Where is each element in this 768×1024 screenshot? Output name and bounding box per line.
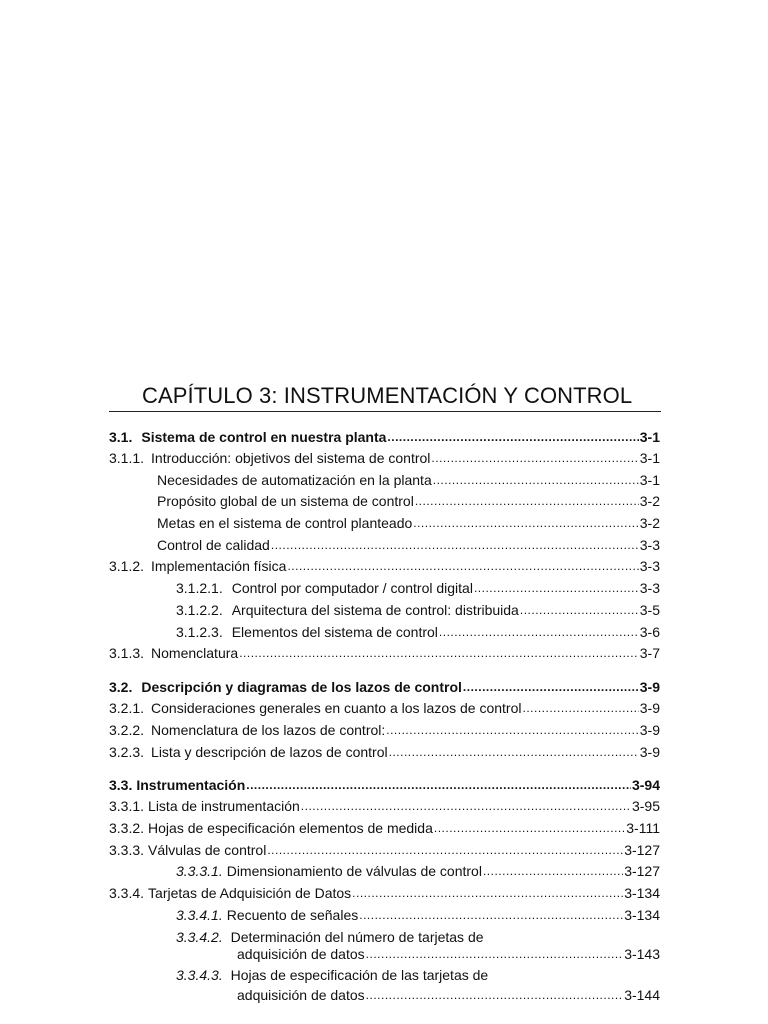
toc-subsection-3-3-2[interactable] — [109, 820, 660, 837]
toc-page: 3-2 — [639, 493, 660, 509]
toc-leader — [386, 722, 639, 739]
toc-leader — [415, 493, 639, 510]
toc-page: 3-127 — [624, 863, 660, 879]
toc-leader — [413, 515, 639, 532]
toc-label: Elementos del sistema de control — [231, 624, 438, 640]
toc-leader — [366, 946, 624, 963]
toc-label: Control por computador / control digital — [231, 580, 473, 596]
toc-subsection-3-2-2[interactable] — [109, 722, 660, 739]
toc-page: 3-3 — [639, 537, 660, 553]
toc-page: 3-134 — [624, 885, 660, 901]
toc-label-continued: adquisición de datos — [237, 987, 365, 1003]
toc-label: Válvulas de control — [148, 842, 267, 858]
toc-page: 3-1 — [639, 450, 660, 466]
toc-number: 3.3.4.2. — [176, 929, 223, 945]
toc-page: 3-94 — [631, 777, 660, 793]
toc-subsubsection-3-3-4-1[interactable] — [176, 907, 660, 924]
toc-leader — [239, 645, 639, 662]
toc-page: 3-9 — [639, 679, 660, 695]
toc-label: Sistema de control en nuestra planta — [141, 429, 387, 445]
toc-page: 3-5 — [639, 602, 660, 618]
toc-leader — [483, 863, 623, 880]
toc-leader — [463, 679, 639, 696]
toc-subsection-3-2-3[interactable] — [109, 744, 660, 761]
toc-subsection-3-3-4[interactable] — [109, 885, 660, 902]
toc-number: 3.3.3. — [109, 842, 145, 858]
toc-subsection-3-2-1[interactable] — [109, 700, 660, 717]
toc-page: 3-3 — [639, 580, 660, 596]
toc-number: 3.3.1. — [109, 798, 145, 814]
toc-leader — [271, 537, 639, 554]
toc-item-proposito[interactable] — [157, 493, 660, 510]
toc-leader — [474, 580, 639, 597]
toc-label: Control de calidad — [157, 537, 270, 553]
toc-subsubsection-3-3-3-1[interactable] — [176, 863, 660, 880]
toc-subsection-3-1-3[interactable] — [109, 645, 660, 662]
toc-leader — [352, 885, 623, 902]
toc-label: Implementación física — [151, 558, 287, 574]
toc-page: 3-7 — [639, 645, 660, 661]
toc-label: Hojas de especificación elementos de medida — [148, 820, 433, 836]
toc-number: 3.1.2.3. — [176, 624, 223, 640]
toc-number: 3.3.4.1. — [176, 907, 223, 923]
toc-item-control-calidad[interactable] — [157, 537, 660, 554]
toc-subsubsection-3-3-4-3-line1[interactable] — [176, 967, 488, 984]
toc-number: 3.1.2. — [109, 558, 145, 574]
toc-section-3-2[interactable] — [109, 679, 660, 696]
toc-number: 3.1.3. — [109, 645, 145, 661]
toc-leader — [287, 558, 638, 575]
toc-subsubsection-3-1-2-2[interactable] — [176, 602, 660, 619]
toc-label: Lista y descripción de lazos de control — [151, 744, 388, 760]
toc-page: 3-127 — [624, 842, 660, 858]
toc-label: Tarjetas de Adquisición de Datos — [148, 885, 352, 901]
toc-number: 3.1.2.2. — [176, 602, 223, 618]
toc-leader — [389, 744, 639, 761]
toc-label: Arquitectura del sistema de control: distribuida — [231, 602, 519, 618]
toc-page: 3-134 — [624, 907, 660, 923]
toc-number: 3.3.2. — [109, 820, 145, 836]
toc-leader — [520, 602, 639, 619]
toc-subsection-3-3-3[interactable] — [109, 842, 660, 859]
toc-page: 3-143 — [624, 946, 660, 962]
toc-section-3-3[interactable] — [109, 777, 660, 794]
toc-leader — [267, 842, 623, 859]
toc-label: Recuento de señales — [226, 907, 359, 923]
toc-label: Nomenclatura — [151, 645, 239, 661]
toc-page: 3-1 — [639, 472, 660, 488]
chapter-title: CAPÍTULO 3: INSTRUMENTACIÓN Y CONTROL — [142, 383, 633, 408]
toc-label: Lista de instrumentación — [148, 798, 300, 814]
toc-page: 3-9 — [639, 722, 660, 738]
toc-label: Introducción: objetivos del sistema de control — [151, 450, 431, 466]
toc-label: Instrumentación — [136, 777, 246, 793]
toc-page: 3-95 — [631, 798, 660, 814]
toc-page: 3-144 — [624, 987, 660, 1003]
toc-subsubsection-3-3-4-3-line2[interactable] — [237, 987, 660, 1004]
toc-label: Hojas de especificación de las tarjetas de — [230, 967, 489, 983]
toc-number: 3.1.1. — [109, 450, 145, 466]
toc-subsection-3-1-2[interactable] — [109, 558, 660, 575]
toc-subsubsection-3-1-2-1[interactable] — [176, 580, 660, 597]
toc-label: Propósito global de un sistema de control — [157, 493, 414, 509]
toc-label: Nomenclatura de los lazos de control: — [151, 722, 386, 738]
toc-page: 3-6 — [639, 624, 660, 640]
toc-number: 3.3.3.1. — [176, 863, 223, 879]
toc-item-necesidades[interactable] — [157, 472, 660, 489]
toc-number: 3.2. — [109, 679, 133, 695]
title-rule — [109, 411, 661, 412]
toc-item-metas[interactable] — [157, 515, 660, 532]
toc-number: 3.1. — [109, 429, 133, 445]
toc-leader — [431, 450, 638, 467]
toc-number: 3.1.2.1. — [176, 580, 223, 596]
toc-number: 3.3.4. — [109, 885, 145, 901]
toc-number: 3.3.4.3. — [176, 967, 223, 983]
toc-label: Descripción y diagramas de los lazos de control — [141, 679, 462, 695]
toc-label-continued: adquisición de datos — [237, 946, 365, 962]
toc-leader — [359, 907, 623, 924]
toc-leader — [387, 429, 638, 446]
toc-leader — [434, 820, 625, 837]
toc-leader — [439, 624, 639, 641]
toc-leader — [246, 777, 631, 794]
toc-section-3-1[interactable] — [109, 429, 660, 446]
toc-number: 3.2.3. — [109, 744, 145, 760]
toc-page: 3-1 — [639, 429, 660, 445]
toc-subsection-3-3-1[interactable] — [109, 798, 660, 815]
toc-subsection-3-1-1[interactable] — [109, 450, 660, 467]
toc-subsubsection-3-3-4-2-line1[interactable] — [176, 929, 484, 946]
toc-page: 3-9 — [639, 700, 660, 716]
toc-label: Metas en el sistema de control planteado — [157, 515, 413, 531]
toc-label: Necesidades de automatización en la planta — [157, 472, 432, 488]
toc-subsubsection-3-1-2-3[interactable] — [176, 624, 660, 641]
toc-label: Dimensionamiento de válvulas de control — [226, 863, 482, 879]
toc-number: 3.2.1. — [109, 700, 145, 716]
toc-leader — [433, 472, 639, 489]
toc-leader — [366, 987, 624, 1004]
toc-number: 3.3. — [109, 777, 133, 793]
toc-leader — [301, 798, 631, 815]
toc-subsubsection-3-3-4-2-line2[interactable] — [237, 946, 660, 963]
toc-page: 3-111 — [626, 820, 660, 836]
toc-label: Determinación del número de tarjetas de — [230, 929, 484, 945]
toc-page: 3-3 — [639, 558, 660, 574]
toc-page: 3-2 — [639, 515, 660, 531]
toc-leader — [522, 700, 638, 717]
toc-label: Consideraciones generales en cuanto a los lazos de control — [151, 700, 522, 716]
toc-number: 3.2.2. — [109, 722, 145, 738]
toc-page: 3-9 — [639, 744, 660, 760]
